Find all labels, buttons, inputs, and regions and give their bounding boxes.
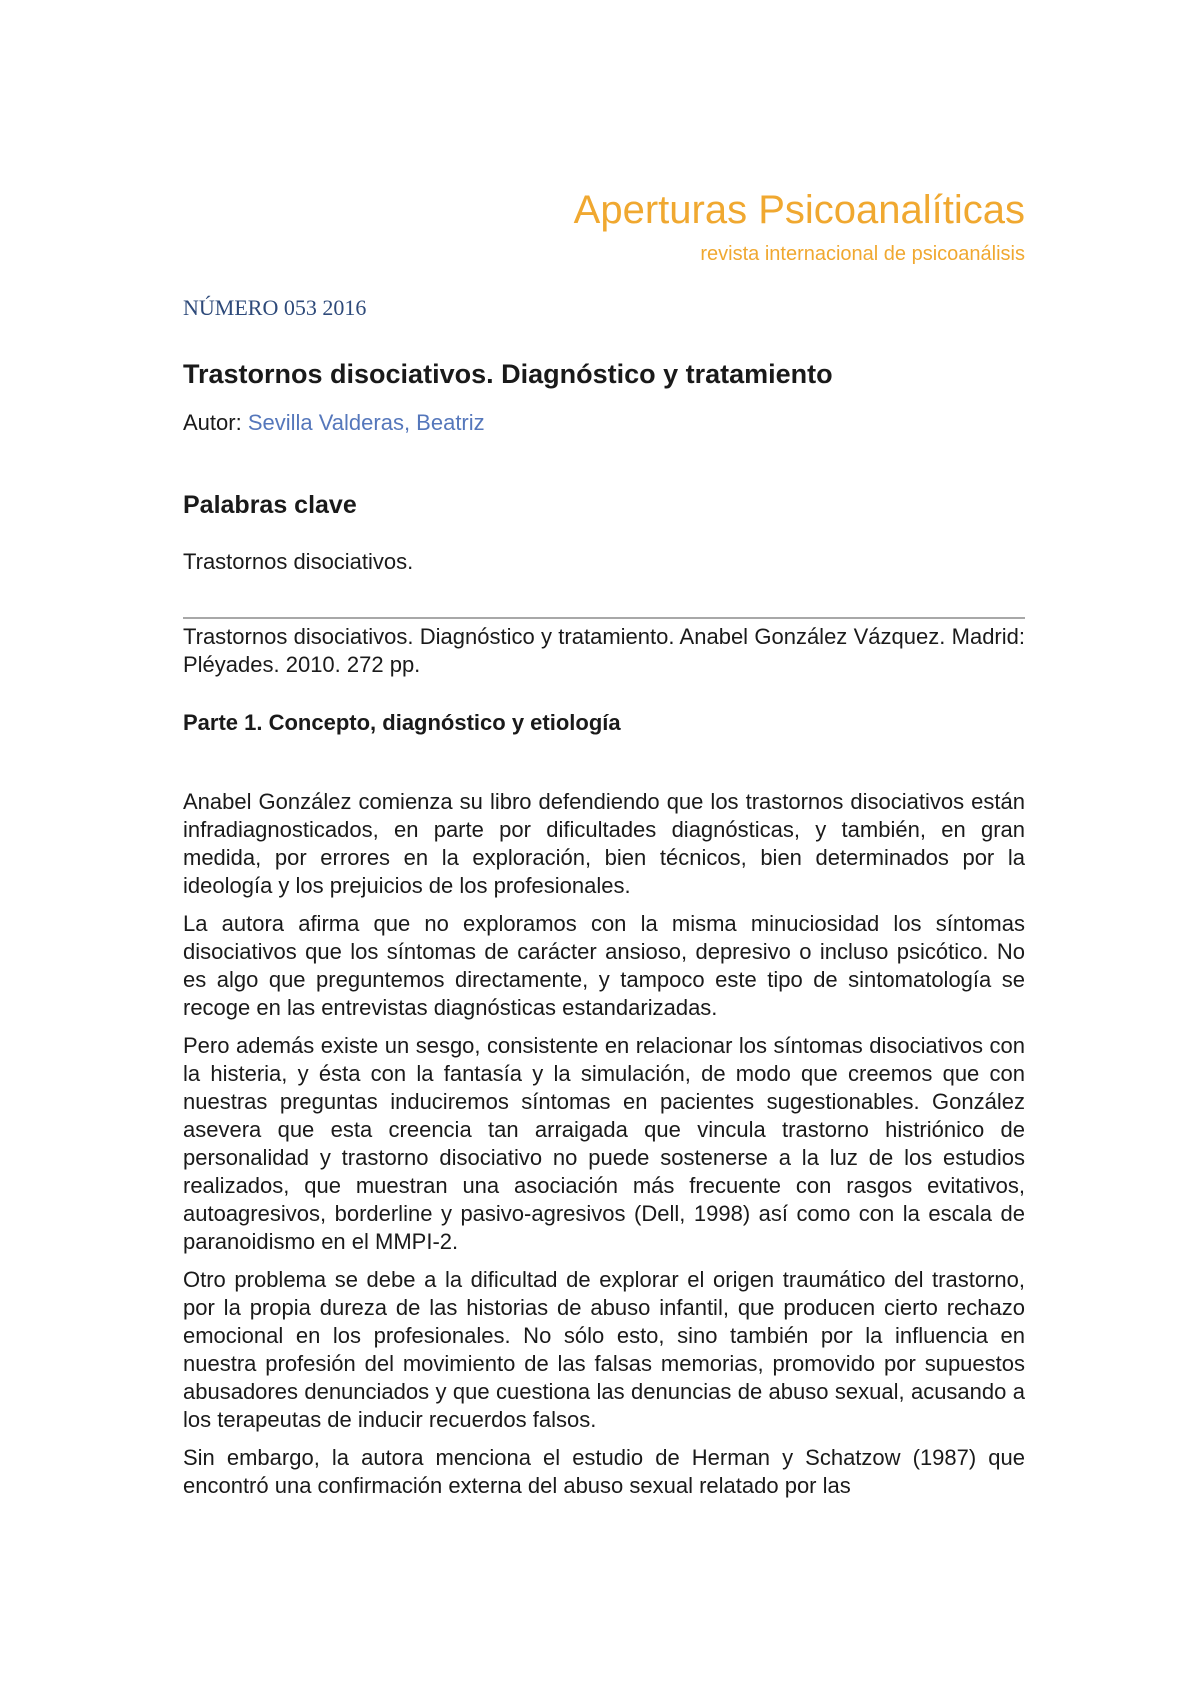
body-text [183, 788, 1025, 1510]
journal-subtitle: revista internacional de psicoanálisis [700, 243, 1025, 265]
horizontal-divider [183, 617, 1025, 619]
issue-number: NÚMERO 053 2016 [183, 295, 367, 320]
section-heading: Parte 1. Concepto, diagnóstico y etiología [183, 710, 621, 735]
author-label: Autor: [183, 410, 242, 435]
paragraph: Sin embargo, la autora menciona el estudio de Herman y Schatzow (1987) que encontró una confirmación externa del abuso sexual relatado por las [183, 1445, 1025, 1498]
paragraph: La autora afirma que no exploramos con la misma minuciosidad los síntomas disociativos que los síntomas de carácter ansioso, depresivo o incluso psicótico. No es algo que preguntemos directamente, y tampoco este tipo de sintomatología se recoge en las entrevistas diagnósticas estandarizadas. [183, 911, 1025, 1020]
journal-title: Aperturas Psicoanalíticas [573, 188, 1025, 232]
keywords-heading: Palabras clave [183, 491, 357, 519]
paragraph: Pero además existe un sesgo, consistente en relacionar los síntomas disociativos con la histeria, y ésta con la fantasía y la simulación, de modo que creemos que con nuestras preguntas induciremos síntomas en pacientes sugestionables. González asevera que esta creencia tan arraigada que vincula trastorno histriónico de personalidad y trastorno disociativo no puede sostenerse a la luz de los estudios realizados, que muestran una asociación más frecuente con rasgos evitativos, autoagresivos, borderline y pasivo-agresivos (Dell, 1998) así como con la escala de paranoidismo en el MMPI-2. [183, 1033, 1025, 1254]
paragraph: Anabel González comienza su libro defendiendo que los trastornos disociativos están infradiagnosticados, en parte por dificultades diagnósticas, y también, en gran medida, por errores en la exploración, bien técnicos, bien determinados por la ideología y los prejuicios de los profesionales. [183, 789, 1025, 898]
article-title: Trastornos disociativos. Diagnóstico y tratamiento [183, 359, 833, 389]
keywords-text: Trastornos disociativos. [183, 549, 414, 574]
author-line [183, 410, 485, 436]
author-name-link[interactable]: Sevilla Valderas, Beatriz [247, 410, 485, 435]
paragraph: Otro problema se debe a la dificultad de explorar el origen traumático del trastorno, por la propia dureza de las historias de abuso infantil, que producen cierto rechazo emocional en los profesionales. No sólo esto, sino también por la influencia en nuestra profesión del movimiento de las falsas memorias, promovido por supuestos abusadores denunciados y que cuestiona las denuncias de abuso sexual, acusando a los terapeutas de inducir recuerdos falsos. [183, 1267, 1025, 1432]
book-reference: Trastornos disociativos. Diagnóstico y tratamiento. Anabel González Vázquez. Madrid: Pléyades. 2010. 272 pp. [183, 624, 1025, 677]
